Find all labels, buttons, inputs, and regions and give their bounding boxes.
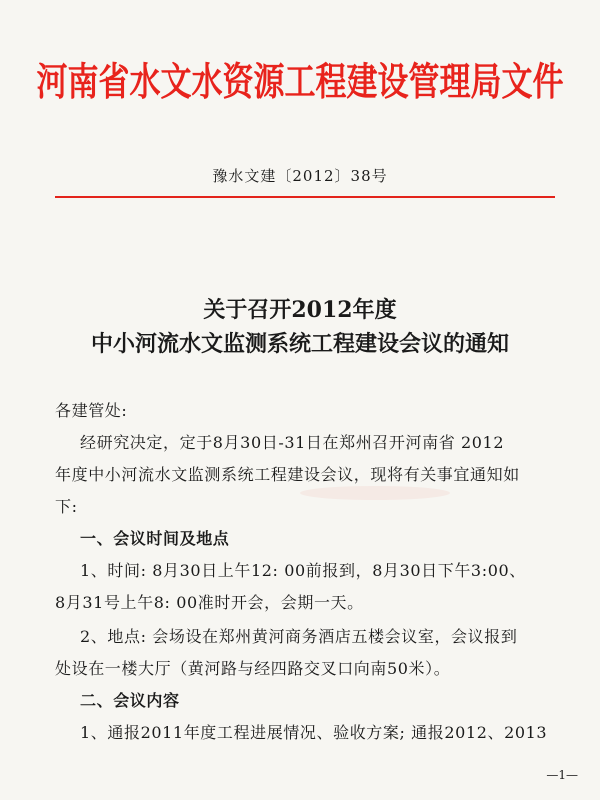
- document-header-title: 河南省水文水资源工程建设管理局文件: [36, 60, 564, 105]
- header-divider: [55, 196, 555, 198]
- intro-line-3: 下:: [55, 497, 78, 516]
- page-number: —1—: [546, 768, 578, 782]
- section-2-heading: 二、会议内容: [80, 691, 180, 710]
- section-1-item-1-line-2: 8月31号上午8: 00准时开会，会期一天。: [55, 593, 364, 612]
- document-number: 豫水文建〔2012〕38号: [212, 167, 388, 185]
- section-1-item-1-line-1: 1、时间: 8月30日上午12: 00前报到，8月30日下午3:00、: [80, 561, 526, 580]
- intro-line-1: 经研究决定，定于8月30日-31日在郑州召开河南省 2012: [80, 433, 505, 452]
- faint-seal-mark: [300, 486, 450, 500]
- section-1-heading: 一、会议时间及地点: [80, 529, 230, 548]
- section-1-item-2-line-2: 处设在一楼大厅（黄河路与经四路交叉口向南50米）。: [55, 659, 451, 678]
- notice-title-line-2: 中小河流水文监测系统工程建设会议的通知: [90, 331, 509, 357]
- intro-line-2: 年度中小河流水文监测系统工程建设会议，现将有关事宜通知如: [55, 465, 520, 484]
- salutation: 各建管处:: [55, 401, 128, 420]
- section-2-item-1-line-1: 1、通报2011年度工程进展情况、验收方案; 通报2012、2013: [80, 723, 548, 742]
- section-1-item-2-line-1: 2、地点: 会场设在郑州黄河商务酒店五楼会议室，会议报到: [80, 627, 518, 646]
- notice-title-line-1: 关于召开2012年度: [203, 297, 397, 323]
